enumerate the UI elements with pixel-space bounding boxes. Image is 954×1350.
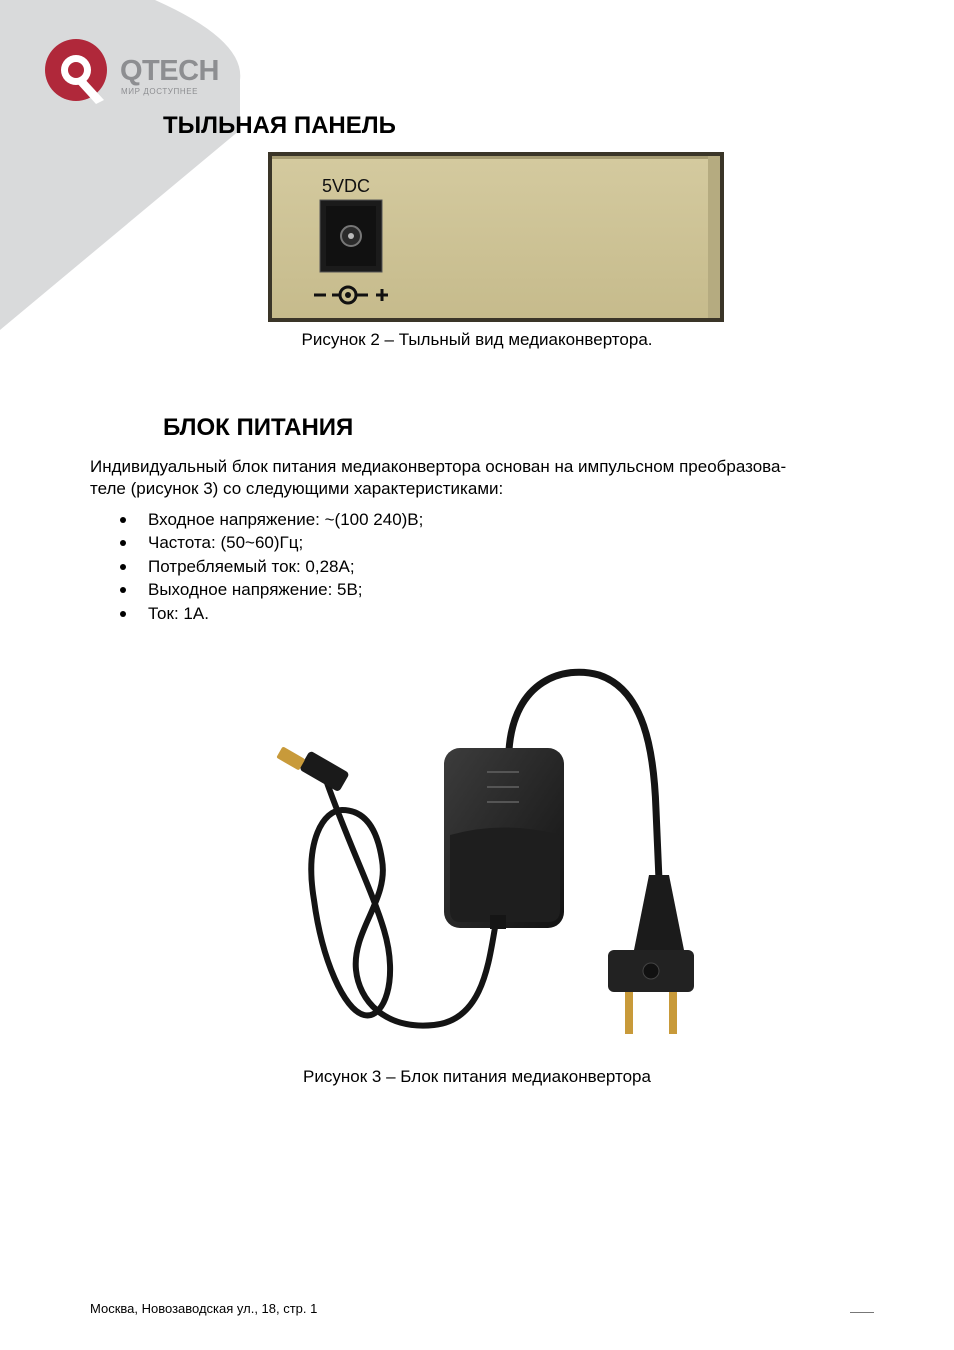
figure-2-caption: Рисунок 2 – Тыльный вид медиаконвертора.: [301, 330, 653, 349]
bullet-icon: [120, 564, 126, 570]
bullet-icon: [120, 517, 126, 523]
footer-divider: [850, 1312, 874, 1313]
power-adapter-image: [264, 660, 734, 1060]
list-item: [90, 578, 423, 601]
footer-address: Москва, Новозаводская ул., 18, стр. 1: [90, 1301, 318, 1316]
section-title-back-panel: ТЫЛЬНАЯ ПАНЕЛЬ: [163, 112, 396, 139]
spec-current: Ток: 1А.: [148, 603, 209, 623]
section-title-power-supply: БЛОК ПИТАНИЯ: [163, 414, 354, 441]
list-item: [90, 508, 423, 531]
bullet-icon: [120, 540, 126, 546]
list-item: [90, 555, 423, 578]
spec-frequency: Частота: (50~60)Гц;: [148, 533, 304, 553]
list-item: [90, 602, 423, 625]
power-supply-description: [90, 456, 890, 500]
spec-output-voltage: Выходное напряжение: 5В;: [148, 580, 363, 600]
list-item: [90, 531, 423, 554]
back-panel-image: [268, 152, 724, 322]
logo-tagline: МИР ДОСТУПНЕЕ: [121, 87, 199, 96]
specs-list: [90, 508, 423, 625]
spec-consumed-current: Потребляемый ток: 0,28А;: [148, 556, 355, 576]
bullet-icon: [120, 611, 126, 617]
figure-3-caption: Рисунок 3 – Блок питания медиаконвертора: [303, 1067, 651, 1086]
panel-label-5vdc: 5VDC: [322, 176, 371, 196]
paragraph-line-2: теле (рисунок 3) со следующими характеристиками:: [90, 479, 504, 498]
spec-input-voltage: Входное напряжение: ~(100 240)В;: [148, 510, 424, 529]
bullet-icon: [120, 587, 126, 593]
paragraph-line-1: Индивидуальный блок питания медиаконвертора основан на импульсном преобразова-: [90, 457, 787, 476]
logo-brand-text: QTECH: [120, 55, 219, 87]
